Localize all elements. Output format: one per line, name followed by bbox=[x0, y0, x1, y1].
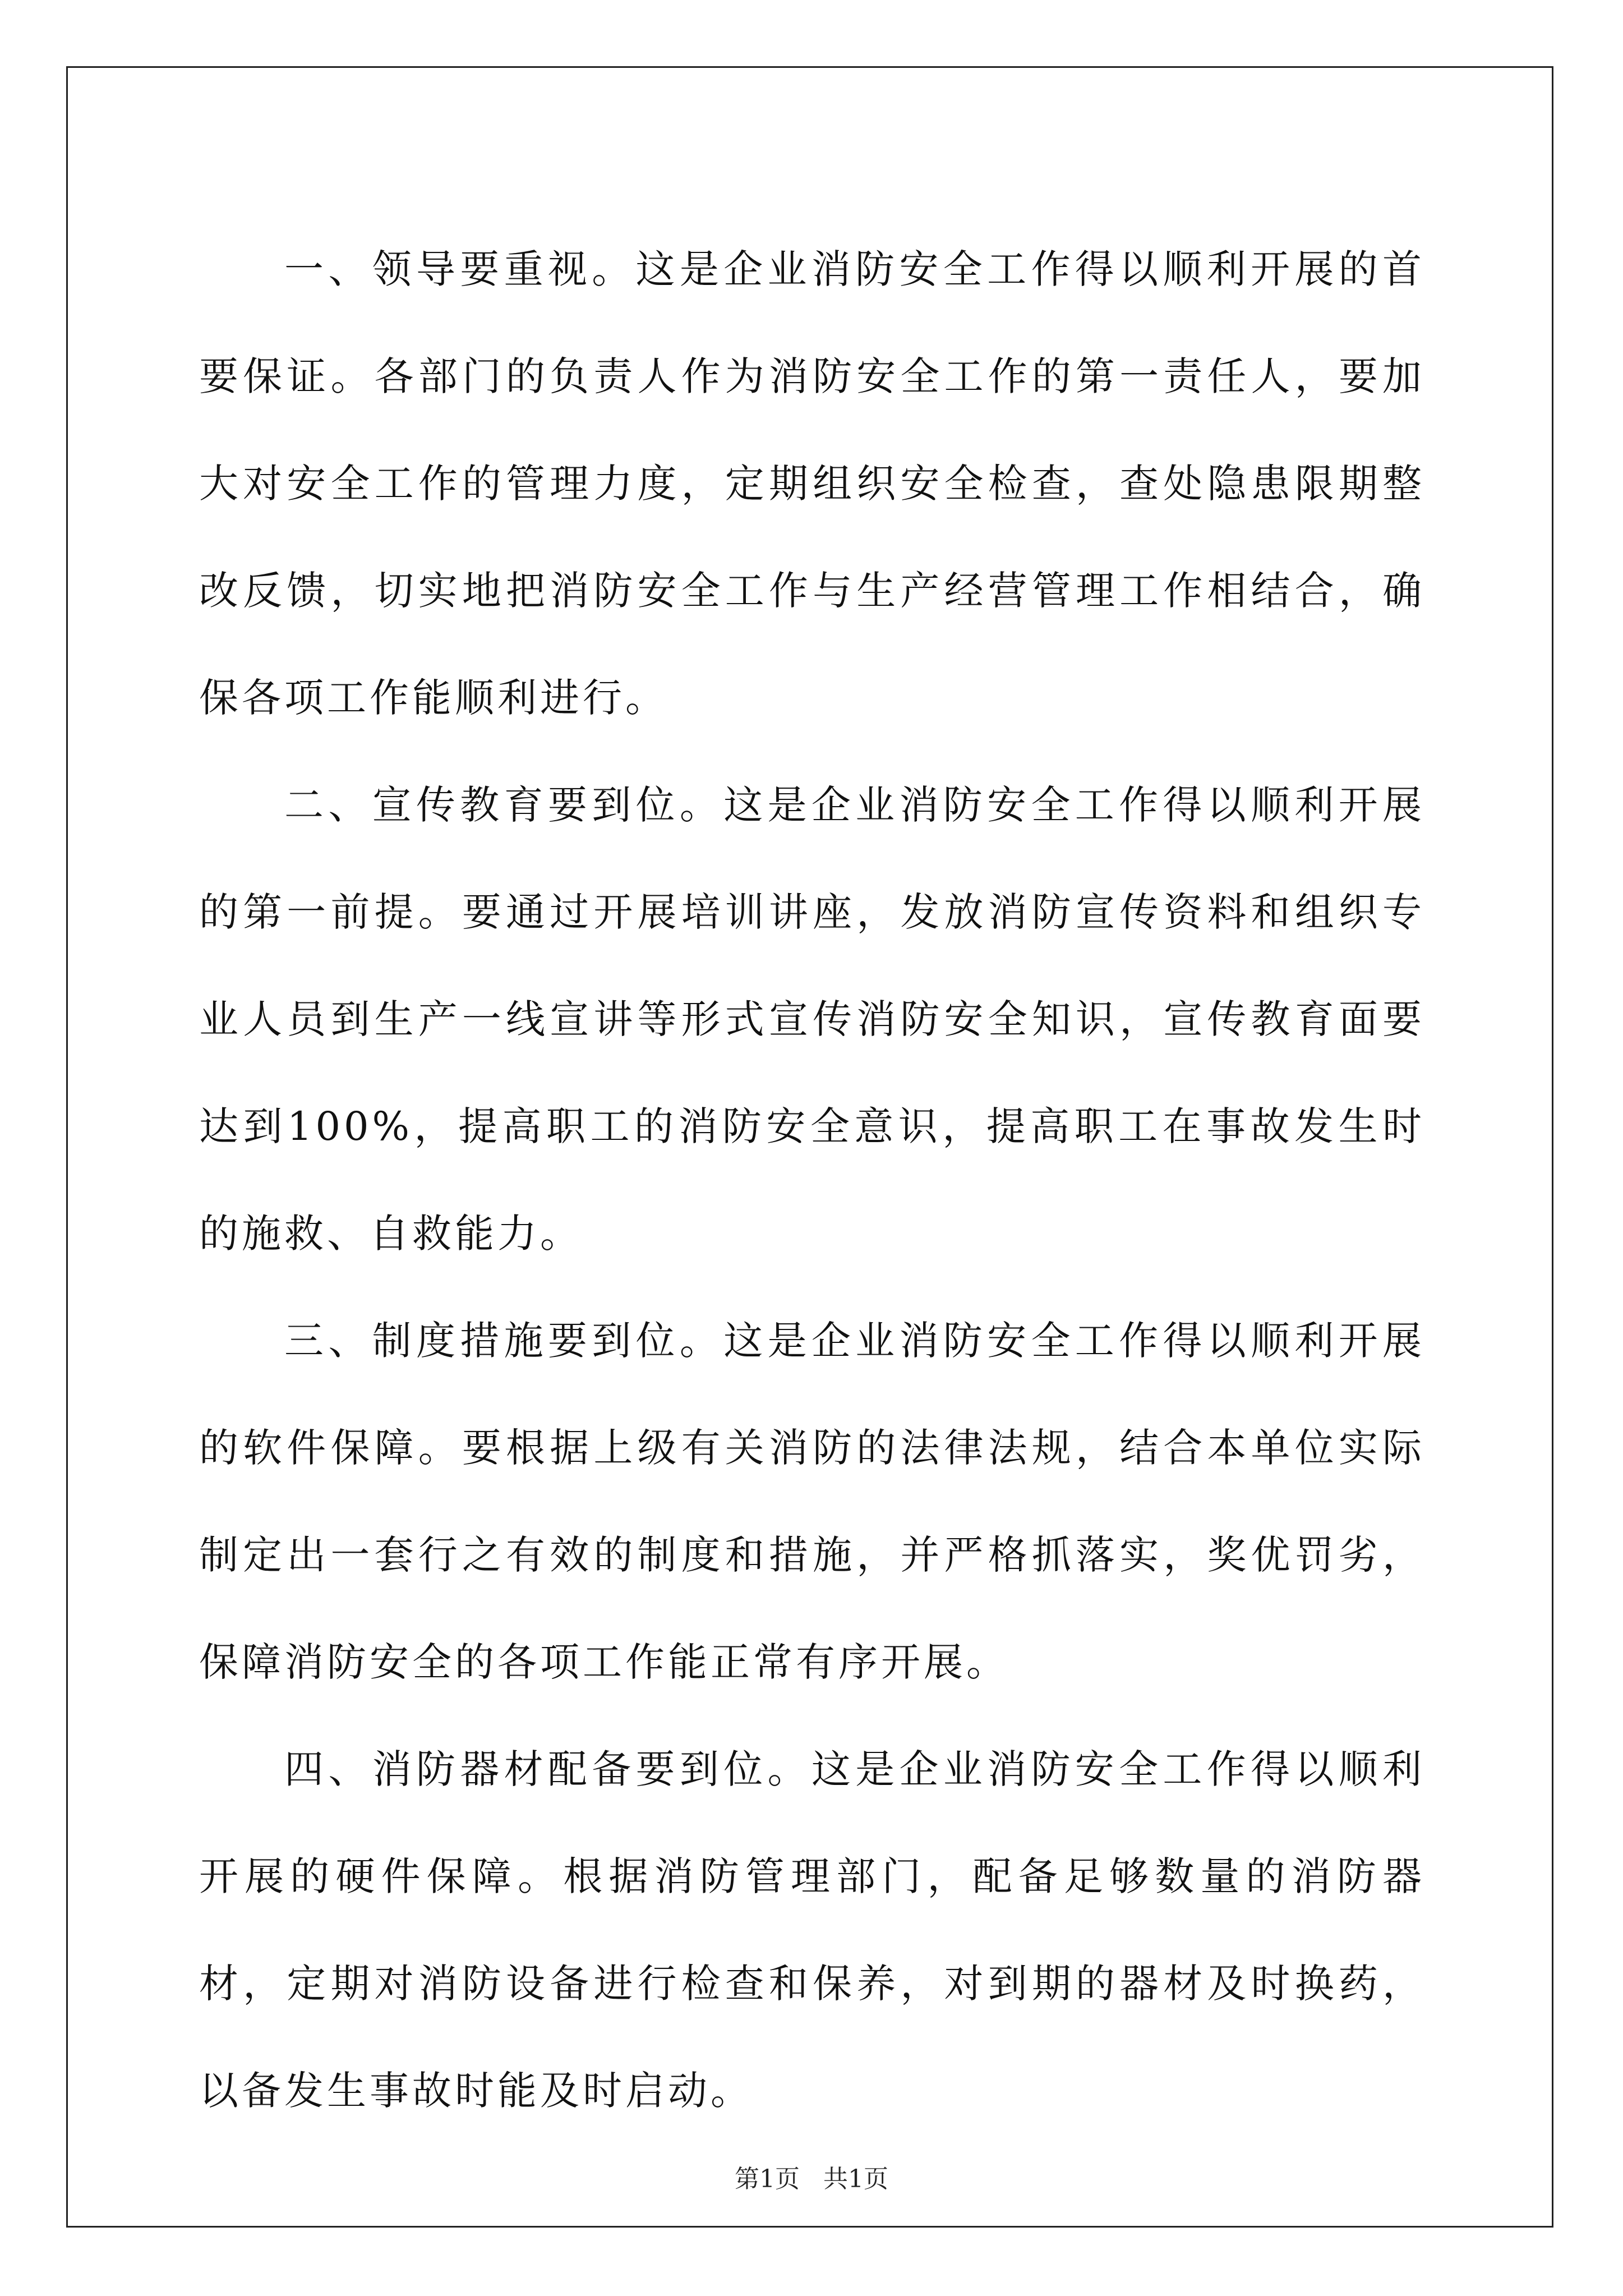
page-total: 共1页 bbox=[823, 2165, 888, 2193]
paragraph-system-measures: 三、制度措施要到位。这是企业消防安全工作得以顺利开展的软件保障。要根据上级有关消防的法律法规，结合本单位实际制定出一套行之有效的制度和措施，并严格抓落实，奖优罚劣，保障消防安全的各项工作能正常有序开展。 bbox=[199, 1318, 1425, 1685]
paragraph-leadership: 一、领导要重视。这是企业消防安全工作得以顺利开展的首要保证。各部门的负责人作为消防安全工作的第一责任人，要加大对安全工作的管理力度，定期组织安全检查，查处隐患限期整改反馈，切实地把消防安全工作与生产经营管理工作相结合，确保各项工作能顺利进行。 bbox=[199, 246, 1425, 721]
page-number: 第1页 bbox=[735, 2165, 800, 2193]
paragraph-publicity-education: 二、宣传教育要到位。这是企业消防安全工作得以顺利开展的第一前提。要通过开展培训讲座，发放消防宣传资料和组织专业人员到生产一线宣讲等形式宣传消防安全知识，宣传教育面要达到100%，提高职工的消防安全意识，提高职工在事故发生时的施救、自救能力。 bbox=[199, 782, 1425, 1257]
paragraph-fire-equipment: 四、消防器材配备要到位。这是企业消防安全工作得以顺利开展的硬件保障。根据消防管理部门，配备足够数量的消防器材，定期对消防设备进行检查和保养，对到期的器材及时换药，以备发生事故时能及时启动。 bbox=[199, 1746, 1425, 2114]
page-footer bbox=[0, 2162, 1623, 2196]
document-body bbox=[199, 216, 1425, 2145]
